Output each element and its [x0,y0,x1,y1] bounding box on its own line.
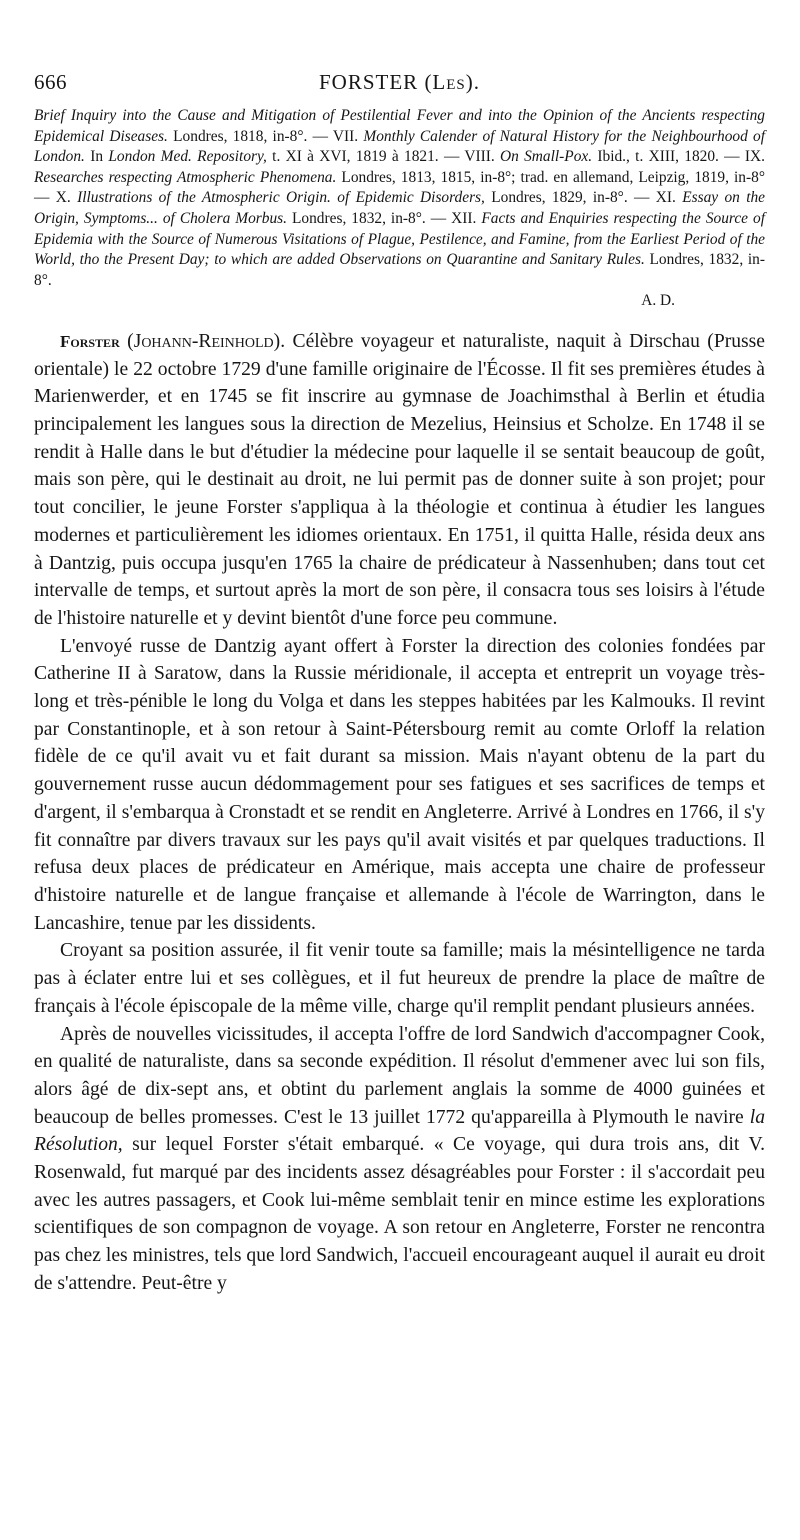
bib-seg: In [84,148,109,166]
bib-seg: t. XI à XVI, 1819 à 1821. — VIII. [266,148,500,166]
running-title-sub: (Les). [424,70,481,94]
paragraph: L'envoyé russe de Dantzig ayant offert à Forster la direction des colonies fondées par Catherine II à Saratow, dans la Russie méridionale, il accepta et entreprit un voyage très-long et très-pénible le long du Volga et dans les steppes habitées par les Kalmouks. Il revint par Constantinople, et à son retour à Saint-Pétersbourg remit au comte Orloff la relation fidèle de ce qu'il avait vu et fait durant sa mission. Mais n'ayant obtenu de la part du gouvernement russe aucun dédommagement pour ses fatigues et ses sacrifices de temps et d'argent, il s'embarqua à Cronstadt et se rendit en Angleterre. Arrivé à Londres en 1766, il s'y fit connaître par divers travaux sur les pays qu'il avait visités et par quelques traductions. Il refusa deux places de prédicateur en Amérique, mais accepta une chaire de professeur d'histoire naturelle et de langue française et allemande à l'école de Warrington, dans le Lancashire, tenue par les dissidents. [34,635,765,934]
headword: Forster [60,331,120,351]
bib-seg: Brief Inquiry into the Cause and Mitigation of Pestilential Fever and into the Opinion of the Ancients respecting Epidemical Diseases. [34,107,765,145]
paragraph [34,1021,765,1298]
paragraph-seg: Après de nouvelles vicissitudes, il accepta l'offre de lord Sandwich d'accompagner Cook, en qualité de naturaliste, dans sa seconde expédition. Il résolut d'emmener avec lui son fils, alors âgé de dix-sept ans, et obtint du parlement anglais la somme de 4000 guinées et beaucoup de belles promesses. C'est le 13 juillet 1772 qu'appareilla à Plymouth le navire [34,1023,765,1128]
running-title-main: FORSTER [318,70,419,94]
bib-seg: On Small-Pox. [500,148,593,166]
paragraph-text: Célèbre voyageur et naturaliste, naquit à Dirschau (Prusse orientale) le 22 octobre 1729 d'une famille originaire de l'Écosse. Il fit ses premières études à Marienwerder, et en 1745 se fit inscrire au gymnase de Joachimsthal à Berlin et étudia principalement les langues sous la direction de Mezelius, Heinsius et Scholze. En 1748 il se rendit à Halle dans le but d'étudier la médecine pour laquelle il se sentait beaucoup de goût, mais son père, qui le destinait au droit, ne lui permit pas de donner suite à son projet; pour tout concilier, le jeune Forster s'appliqua à la théologie et continua à étudier les langues modernes et particulièrement les idiomes orientaux. En 1751, il quitta Halle, résida deux ans à Dantzig, puis occupa jusqu'en 1765 la chaire de prédicateur à Nassenhuben; dans tout cet intervalle de temps, et surtout après la mort de son père, il consacra tous ses loisirs à l'étude de l'histoire naturelle et y devint bientôt d'une force peu commune. [34,330,765,629]
page-number: 666 [34,70,67,94]
paragraph: Croyant sa position assurée, il fit venir toute sa famille; mais la mésintelligence ne tarda pas à éclater entre lui et ses collègues, et il fut heureux de prendre la place de maître de français à l'école épiscopale de la même ville, charge qu'il remplit pendant plusieurs années. [34,940,765,1017]
person-name: Johann-Reinhold [133,330,274,352]
name-close: ). [273,330,293,352]
bibliography-signature: A. D. [641,292,675,310]
bib-seg: Londres, 1832, in-8°. [34,251,765,289]
paragraph-seg: sur lequel Forster s'était embarqué. « Ce voyage, qui dura trois ans, dit V. Rosenwald, fut marqué par des incidents assez désagréables pour Forster : il s'accordait peu avec les autres passagers, et Cook lui-même semblait tenir en mince estime les explorations scientifiques de son compagnon de voyage. A son retour en Angleterre, Forster ne rencontra pas chez les ministres, tels que lord Sandwich, l'accueil encourageant auquel il aurait eu droit de s'attendre. Peut-être y [34,1134,765,1294]
bib-seg: Facts and Enquiries respecting the Source of Epidemia with the Source of Numerous Visitations of Plague, Pestilence, and Famine, from the Earliest Period of the World, tho the Present Day; to which are added Observations on Quarantine and Sanitary Rules. [34,209,765,269]
bib-seg: Researches respecting Atmospheric Phenomena. [34,168,337,186]
paragraph-seg: la Résolution, [34,1106,765,1156]
bib-seg: London Med. Repository, [108,148,267,166]
bib-seg: Londres, 1832, in-8°. — XII. [287,209,482,227]
page-header [34,70,765,100]
bib-seg: Londres, 1818, in-8°. — VII. [167,127,364,145]
bib-seg: Monthly Calender of Natural History for the Neighbourhood of London. [34,127,765,166]
bib-seg: Londres, 1813, 1815, in-8°; trad. en allemand, Leipzig, 1819, in-8° — X. [34,168,765,207]
name-open: ( [119,330,134,352]
bib-seg: Ibid., t. XIII, 1820. — IX. [592,148,765,166]
bib-seg: Londres, 1829, in-8°. — XI. [484,189,683,207]
article-body [34,328,765,1298]
bibliography-block [34,106,765,312]
running-title [34,70,765,95]
bib-seg: Essay on the Origin, Symptoms... of Cholera Morbus. [34,189,766,227]
paragraph [34,328,765,633]
bib-seg: Illustrations of the Atmospheric Origin. of Epidemic Disorders, [77,189,485,207]
